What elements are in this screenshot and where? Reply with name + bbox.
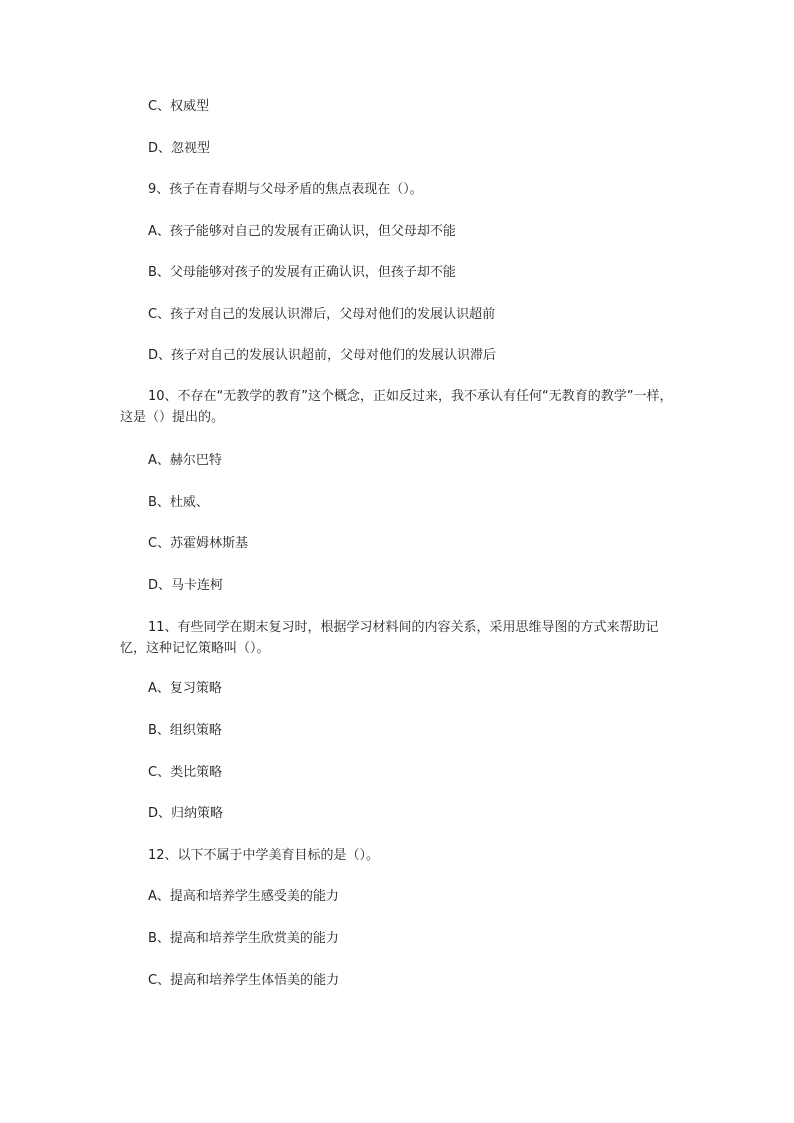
option-a-q11: A、复习策略 (148, 681, 222, 696)
option-c-q8: C、权威型 (148, 99, 210, 114)
option-b-q11: B、组织策略 (148, 723, 222, 738)
question-10: 10、不存在“无教学的教育”这个概念，正如反过来，我不承认有任何“无教育的教学”一样，这是（）提出的。 (120, 389, 673, 425)
option-d-q10: D、马卡连柯 (148, 578, 224, 593)
option-c-q11: C、类比策略 (148, 765, 223, 780)
option-b-q12: B、提高和培养学生欣赏美的能力 (148, 931, 339, 946)
option-b-q10: B、杜威、 (148, 495, 209, 510)
option-a-q9: A、孩子能够对自己的发展有正确认识，但父母却不能 (148, 224, 456, 239)
option-c-q10: C、苏霍姆林斯基 (148, 536, 249, 551)
option-d-q9: D、孩子对自己的发展认识超前，父母对他们的发展认识滞后 (148, 348, 497, 363)
option-d-q8: D、忽视型 (148, 141, 211, 156)
question-12: 12、以下不属于中学美育目标的是（）。 (148, 848, 380, 863)
option-b-q9: B、父母能够对孩子的发展有正确认识，但孩子却不能 (148, 265, 456, 280)
option-d-q11: D、归纳策略 (148, 806, 224, 821)
option-c-q9: C、孩子对自己的发展认识滞后，父母对他们的发展认识超前 (148, 307, 496, 322)
option-c-q12: C、提高和培养学生体悟美的能力 (148, 973, 340, 988)
question-11: 11、有些同学在期末复习时，根据学习材料间的内容关系，采用思维导图的方式来帮助记忆，这种记忆策略叫（）。 (120, 620, 659, 656)
question-9: 9、孩子在青春期与父母矛盾的焦点表现在（）。 (148, 182, 423, 197)
option-a-q10: A、赫尔巴特 (148, 453, 222, 468)
option-a-q12: A、提高和培养学生感受美的能力 (148, 889, 339, 904)
